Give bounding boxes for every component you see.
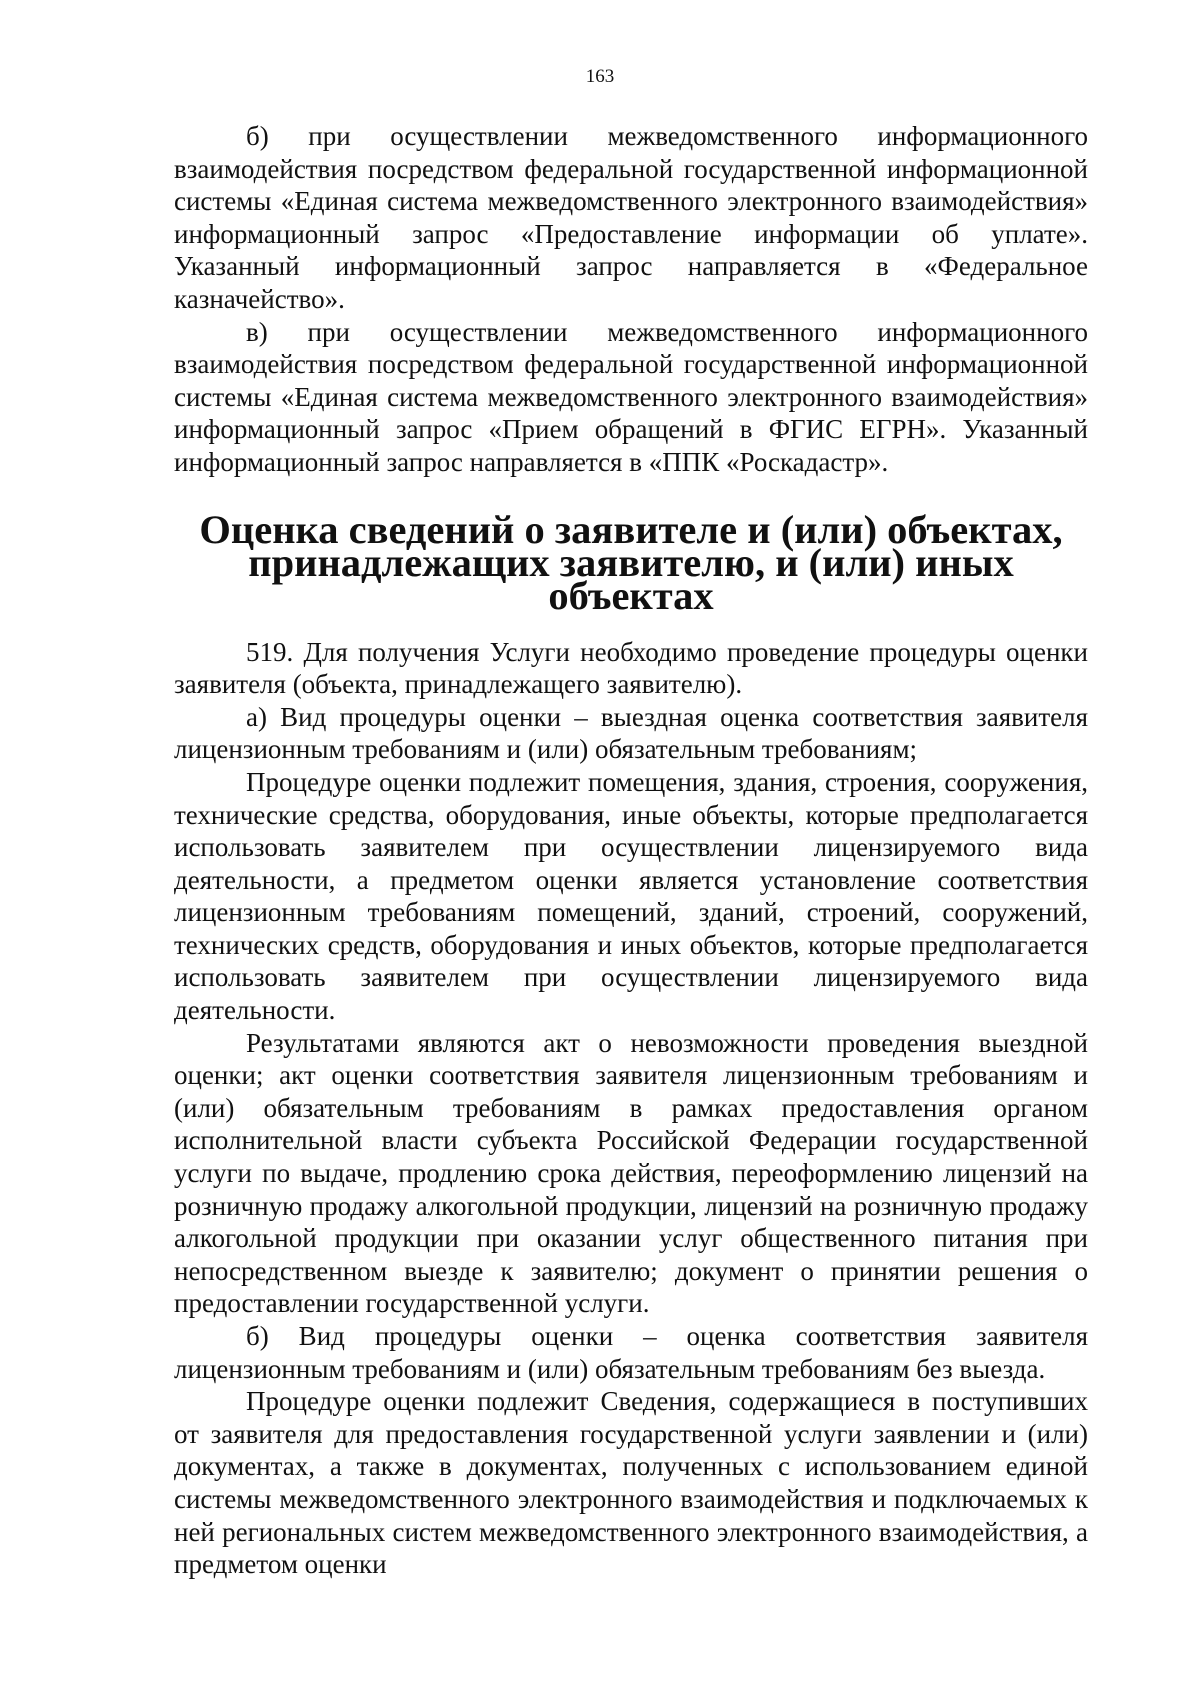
paragraph-v-request-egrn: в) при осуществлении межведомственного информационного взаимодействия посредством федеральной государственной информационной системы «Единая система межведомственного электронного взаимодействия» информационный запрос «Прием обращений в ФГИС ЕГРН». Указанный информационный запрос направляется в «ППК «Роскадастр». (174, 316, 1088, 477)
paragraph-b-remote-assessment: б) Вид процедуры оценки – оценка соответствия заявителя лицензионным требованиям и (или) обязательным требованиям без выезда. (174, 1321, 1088, 1384)
paragraph-519: 519. Для получения Услуги необходимо проведение процедуры оценки заявителя (объекта, принадлежащего заявителю). (174, 636, 1088, 700)
document-body (174, 120, 1088, 1581)
paragraph-assessment-results: Результатами являются акт о невозможности проведения выездной оценки; акт оценки соответствия заявителя лицензионным требованиям и (или) обязательным требованиям в рамках предоставления органом исполнительной власти субъекта Российской Федерации государственной услуги по выдаче, продлению срока действия, переоформлению лицензий на розничную продажу алкогольной продукции, лицензий на розничную продажу алкогольной продукции при оказании услуг общественного питания при непосредственном выезде к заявителю; документ о принятии решения о предоставлении государственной услуги. (174, 1027, 1088, 1319)
paragraph-b-request-payment: б) при осуществлении межведомственного информационного взаимодействия посредством федеральной государственной информационной системы «Единая система межведомственного электронного взаимодействия» информационный запрос «Предоставление информации об уплате». Указанный информационный запрос направляется в «Федеральное казначейство». (174, 121, 1088, 314)
paragraph-remote-assessment-subject: Процедуре оценки подлежит Сведения, содержащиеся в поступивших от заявителя для предоставления государственной услуги заявлении и (или) документах, а также в документах, полученных с использованием единой системы межведомственного электронного взаимодействия и подключаемых к ней региональных систем межведомственного электронного взаимодействия, а предметом оценки (174, 1386, 1088, 1580)
section-heading: Оценка сведений о заявителе и (или) объектах, принадлежащих заявителю, и (или) иных объектах (199, 506, 1063, 618)
paragraph-assessment-subject: Процедуре оценки подлежит помещения, здания, строения, сооружения, технические средства, оборудования, иные объекты, которые предполагается использовать заявителем при осуществлении лицензируемого вида деятельности, а предметом оценки является установление соответствия лицензионным требованиям помещений, зданий, строений, сооружений, технических средств, оборудования и иных объектов, которые предполагается использовать заявителем при осуществлении лицензируемого вида деятельности. (174, 766, 1088, 1026)
paragraph-a-onsite-assessment: а) Вид процедуры оценки – выездная оценка соответствия заявителя лицензионным требованиям и (или) обязательным требованиям; (174, 701, 1088, 765)
page-number: 163 (585, 66, 615, 87)
